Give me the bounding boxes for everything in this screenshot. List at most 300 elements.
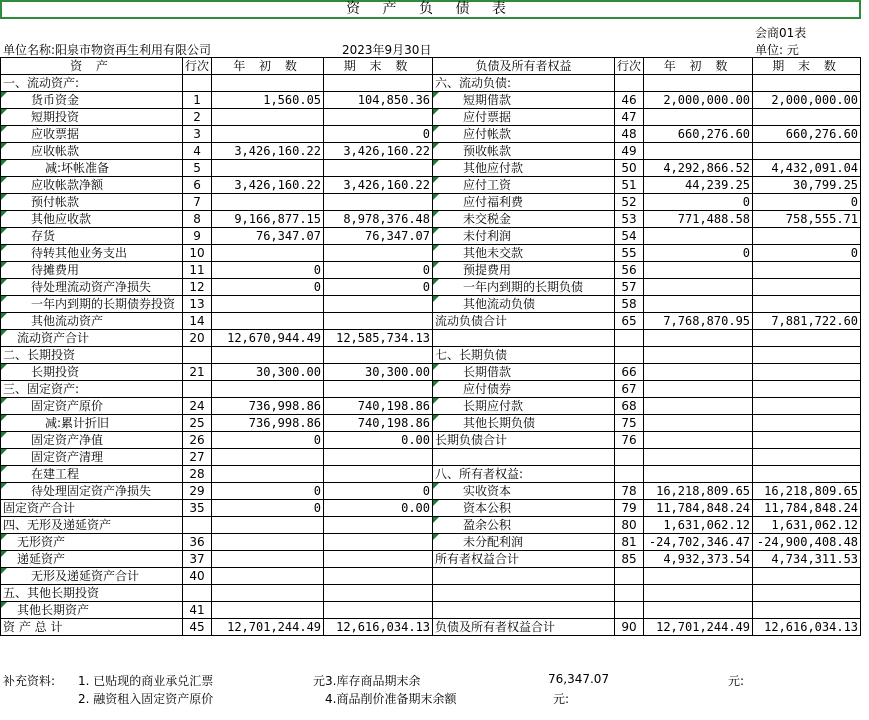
liability-line-no: 54 xyxy=(615,228,644,245)
liability-end-value xyxy=(753,415,861,432)
asset-end-value: 0 xyxy=(324,279,433,296)
asset-line-no: 40 xyxy=(183,568,212,585)
liability-begin-value: 660,276.60 xyxy=(644,126,753,143)
asset-begin-value: 3,426,160.22 xyxy=(212,177,324,194)
liability-begin-value xyxy=(644,432,753,449)
liability-begin-value xyxy=(644,75,753,92)
asset-begin-value: 736,998.86 xyxy=(212,398,324,415)
liability-name xyxy=(433,568,615,585)
asset-begin-value xyxy=(212,381,324,398)
liability-name: 其他应付款 xyxy=(433,160,615,177)
liability-begin-value xyxy=(644,228,753,245)
table-row xyxy=(1,585,861,602)
header-end: 期 末 数 xyxy=(324,58,433,75)
liability-begin-value xyxy=(644,364,753,381)
liability-begin-value xyxy=(644,330,753,347)
liability-line-no: 57 xyxy=(615,279,644,296)
liability-begin-value xyxy=(644,415,753,432)
asset-name: 三、固定资产: xyxy=(1,381,183,398)
asset-name: 其他长期资产 xyxy=(1,602,183,619)
asset-line-no: 29 xyxy=(183,483,212,500)
liability-name: 七、长期负债 xyxy=(433,347,615,364)
table-row xyxy=(1,160,861,177)
liability-name: 未付利润 xyxy=(433,228,615,245)
asset-begin-value xyxy=(212,296,324,313)
liability-begin-value xyxy=(644,262,753,279)
asset-begin-value xyxy=(212,194,324,211)
liability-begin-value: 2,000,000.00 xyxy=(644,92,753,109)
liability-line-no: 49 xyxy=(615,143,644,160)
liability-end-value xyxy=(753,296,861,313)
liability-line-no: 47 xyxy=(615,109,644,126)
liability-name: 其他流动负债 xyxy=(433,296,615,313)
asset-begin-value xyxy=(212,160,324,177)
liability-end-value: -24,900,408.48 xyxy=(753,534,861,551)
asset-begin-value xyxy=(212,313,324,330)
liability-end-value xyxy=(753,143,861,160)
liability-end-value: 660,276.60 xyxy=(753,126,861,143)
table-row xyxy=(1,602,861,619)
asset-begin-value: 0 xyxy=(212,432,324,449)
asset-line-no: 11 xyxy=(183,262,212,279)
liability-line-no xyxy=(615,347,644,364)
liability-line-no: 85 xyxy=(615,551,644,568)
asset-name: 递延资产 xyxy=(1,551,183,568)
liability-end-value: 4,432,091.04 xyxy=(753,160,861,177)
asset-name: 长期投资 xyxy=(1,364,183,381)
asset-end-value: 0.00 xyxy=(324,500,433,517)
table-row xyxy=(1,568,861,585)
table-row xyxy=(1,75,861,92)
liability-name: 流动负债合计 xyxy=(433,313,615,330)
liability-line-no: 65 xyxy=(615,313,644,330)
table-row xyxy=(1,296,861,313)
asset-end-value xyxy=(324,602,433,619)
liability-end-value xyxy=(753,330,861,347)
asset-name: 一、流动资产: xyxy=(1,75,183,92)
liability-name: 六、流动负债: xyxy=(433,75,615,92)
asset-line-no: 10 xyxy=(183,245,212,262)
asset-name: 应收票据 xyxy=(1,126,183,143)
liability-end-value xyxy=(753,364,861,381)
asset-begin-value xyxy=(212,517,324,534)
liability-line-no: 50 xyxy=(615,160,644,177)
report-date: 2023年9月30日 xyxy=(342,43,432,57)
footer-unit-1: 元 xyxy=(313,674,326,688)
asset-line-no: 2 xyxy=(183,109,212,126)
liability-name: 应付债券 xyxy=(433,381,615,398)
asset-end-value xyxy=(324,75,433,92)
table-row xyxy=(1,92,861,109)
liability-line-no xyxy=(615,602,644,619)
table-row xyxy=(1,466,861,483)
asset-line-no xyxy=(183,585,212,602)
asset-line-no: 14 xyxy=(183,313,212,330)
asset-end-value: 12,616,034.13 xyxy=(324,619,433,636)
asset-end-value: 740,198.86 xyxy=(324,398,433,415)
asset-begin-value xyxy=(212,602,324,619)
liability-name: 预提费用 xyxy=(433,262,615,279)
asset-end-value xyxy=(324,568,433,585)
liability-end-value: 0 xyxy=(753,194,861,211)
asset-name: 固定资产原价 xyxy=(1,398,183,415)
table-row xyxy=(1,432,861,449)
liability-name: 所有者权益合计 xyxy=(433,551,615,568)
liability-begin-value xyxy=(644,347,753,364)
asset-name: 待转其他业务支出 xyxy=(1,245,183,262)
liability-line-no: 48 xyxy=(615,126,644,143)
table-row xyxy=(1,228,861,245)
asset-line-no: 21 xyxy=(183,364,212,381)
liability-line-no: 66 xyxy=(615,364,644,381)
asset-line-no: 12 xyxy=(183,279,212,296)
asset-begin-value xyxy=(212,449,324,466)
header-asset: 资 产 xyxy=(1,58,183,75)
asset-end-value xyxy=(324,551,433,568)
liability-begin-value xyxy=(644,585,753,602)
asset-line-no: 9 xyxy=(183,228,212,245)
asset-name: 待处理流动资产净损失 xyxy=(1,279,183,296)
asset-line-no: 41 xyxy=(183,602,212,619)
asset-begin-value: 12,701,244.49 xyxy=(212,619,324,636)
table-row xyxy=(1,500,861,517)
asset-end-value: 104,850.36 xyxy=(324,92,433,109)
liability-name: 负债及所有者权益合计 xyxy=(433,619,615,636)
liability-name: 预收帐款 xyxy=(433,143,615,160)
liability-end-value xyxy=(753,466,861,483)
asset-name: 资 产 总 计 xyxy=(1,619,183,636)
liability-line-no: 52 xyxy=(615,194,644,211)
asset-line-no: 27 xyxy=(183,449,212,466)
asset-name: 无形及递延资产合计 xyxy=(1,568,183,585)
liability-name: 一年内到期的长期负债 xyxy=(433,279,615,296)
liability-begin-value: 4,932,373.54 xyxy=(644,551,753,568)
asset-begin-value xyxy=(212,568,324,585)
table-row xyxy=(1,211,861,228)
liability-end-value xyxy=(753,279,861,296)
asset-begin-value xyxy=(212,551,324,568)
table-row xyxy=(1,347,861,364)
liability-name: 短期借款 xyxy=(433,92,615,109)
table-row xyxy=(1,415,861,432)
liability-begin-value: 11,784,848.24 xyxy=(644,500,753,517)
asset-begin-value xyxy=(212,466,324,483)
asset-line-no xyxy=(183,517,212,534)
liability-end-value xyxy=(753,602,861,619)
asset-begin-value: 0 xyxy=(212,279,324,296)
asset-begin-value: 1,560.05 xyxy=(212,92,324,109)
footer-item-2: 2. 融资租入固定资产原价 xyxy=(78,692,214,706)
liability-line-no xyxy=(615,75,644,92)
asset-name: 固定资产清理 xyxy=(1,449,183,466)
asset-end-value xyxy=(324,160,433,177)
liability-name: 应付工资 xyxy=(433,177,615,194)
asset-end-value: 740,198.86 xyxy=(324,415,433,432)
liability-begin-value: 1,631,062.12 xyxy=(644,517,753,534)
liability-name: 应付福利费 xyxy=(433,194,615,211)
table-row xyxy=(1,177,861,194)
asset-end-value: 0.00 xyxy=(324,432,433,449)
asset-begin-value xyxy=(212,75,324,92)
liability-begin-value xyxy=(644,602,753,619)
asset-line-no: 26 xyxy=(183,432,212,449)
asset-line-no: 7 xyxy=(183,194,212,211)
liability-line-no: 58 xyxy=(615,296,644,313)
asset-line-no xyxy=(183,347,212,364)
table-header-row xyxy=(1,58,861,75)
table-row xyxy=(1,619,861,636)
asset-name: 四、无形及递延资产 xyxy=(1,517,183,534)
liability-begin-value xyxy=(644,143,753,160)
asset-end-value: 76,347.07 xyxy=(324,228,433,245)
liability-begin-value: 4,292,866.52 xyxy=(644,160,753,177)
liability-name: 长期借款 xyxy=(433,364,615,381)
footer-item-3: 3.库存商品期末余 xyxy=(325,674,421,688)
asset-end-value: 30,300.00 xyxy=(324,364,433,381)
asset-name: 短期投资 xyxy=(1,109,183,126)
asset-line-no: 13 xyxy=(183,296,212,313)
asset-begin-value: 0 xyxy=(212,483,324,500)
asset-line-no: 28 xyxy=(183,466,212,483)
liability-name xyxy=(433,585,615,602)
liability-name: 未交税金 xyxy=(433,211,615,228)
liability-begin-value xyxy=(644,398,753,415)
header-line-2: 行次 xyxy=(615,58,644,75)
liability-name: 未分配利润 xyxy=(433,534,615,551)
liability-end-value xyxy=(753,398,861,415)
asset-name: 二、长期投资 xyxy=(1,347,183,364)
liability-line-no: 78 xyxy=(615,483,644,500)
header-end-2: 期 末 数 xyxy=(753,58,861,75)
table-row xyxy=(1,143,861,160)
footer-value-3: 76,347.07 xyxy=(548,672,610,686)
liability-end-value: 2,000,000.00 xyxy=(753,92,861,109)
liability-begin-value xyxy=(644,449,753,466)
liability-end-value xyxy=(753,568,861,585)
liability-name: 八、所有者权益: xyxy=(433,466,615,483)
liability-end-value xyxy=(753,381,861,398)
asset-name: 待摊费用 xyxy=(1,262,183,279)
liability-begin-value xyxy=(644,568,753,585)
liability-end-value xyxy=(753,75,861,92)
liability-line-no: 55 xyxy=(615,245,644,262)
liability-begin-value: 0 xyxy=(644,245,753,262)
liability-line-no: 79 xyxy=(615,500,644,517)
asset-line-no: 37 xyxy=(183,551,212,568)
table-row xyxy=(1,517,861,534)
liability-name: 其他未交款 xyxy=(433,245,615,262)
liability-begin-value: -24,702,346.47 xyxy=(644,534,753,551)
liability-end-value: 30,799.25 xyxy=(753,177,861,194)
liability-line-no: 81 xyxy=(615,534,644,551)
liability-begin-value xyxy=(644,381,753,398)
liability-name: 盈余公积 xyxy=(433,517,615,534)
asset-end-value xyxy=(324,245,433,262)
table-row xyxy=(1,245,861,262)
asset-end-value xyxy=(324,449,433,466)
asset-line-no: 8 xyxy=(183,211,212,228)
liability-end-value: 0 xyxy=(753,245,861,262)
table-row xyxy=(1,109,861,126)
asset-name: 固定资产净值 xyxy=(1,432,183,449)
liability-begin-value: 44,239.25 xyxy=(644,177,753,194)
liability-line-no xyxy=(615,449,644,466)
asset-end-value xyxy=(324,466,433,483)
asset-end-value xyxy=(324,381,433,398)
liability-end-value: 4,734,311.53 xyxy=(753,551,861,568)
liability-begin-value: 0 xyxy=(644,194,753,211)
asset-begin-value: 0 xyxy=(212,500,324,517)
asset-name: 减:坏帐准备 xyxy=(1,160,183,177)
liability-end-value: 16,218,809.65 xyxy=(753,483,861,500)
table-row xyxy=(1,551,861,568)
table-row xyxy=(1,381,861,398)
asset-end-value xyxy=(324,296,433,313)
report-title: 资 产 负 债 表 xyxy=(0,0,861,19)
liability-end-value xyxy=(753,228,861,245)
asset-name: 在建工程 xyxy=(1,466,183,483)
currency-unit: 单位: 元 xyxy=(755,43,799,57)
liability-name: 长期应付款 xyxy=(433,398,615,415)
liability-line-no: 80 xyxy=(615,517,644,534)
liability-line-no: 90 xyxy=(615,619,644,636)
liability-line-no xyxy=(615,585,644,602)
asset-line-no: 5 xyxy=(183,160,212,177)
liability-line-no: 53 xyxy=(615,211,644,228)
liability-end-value xyxy=(753,109,861,126)
liability-end-value xyxy=(753,585,861,602)
asset-name: 预付帐款 xyxy=(1,194,183,211)
asset-begin-value xyxy=(212,585,324,602)
company-name: 单位名称:阳泉市物资再生利用有限公司 xyxy=(3,43,212,57)
footer-item-1: 1. 已贴现的商业承兑汇票 xyxy=(78,674,214,688)
asset-end-value: 12,585,734.13 xyxy=(324,330,433,347)
header-begin-2: 年 初 数 xyxy=(644,58,753,75)
asset-end-value xyxy=(324,517,433,534)
liability-begin-value: 771,488.58 xyxy=(644,211,753,228)
asset-name: 存货 xyxy=(1,228,183,245)
liability-begin-value xyxy=(644,296,753,313)
footer-unit-3: 元: xyxy=(728,674,745,688)
liability-begin-value xyxy=(644,109,753,126)
asset-end-value: 0 xyxy=(324,126,433,143)
asset-end-value xyxy=(324,534,433,551)
liability-begin-value: 7,768,870.95 xyxy=(644,313,753,330)
asset-name: 应收帐款 xyxy=(1,143,183,160)
liability-begin-value xyxy=(644,466,753,483)
asset-begin-value: 30,300.00 xyxy=(212,364,324,381)
asset-name: 其他流动资产 xyxy=(1,313,183,330)
asset-name: 其他应收款 xyxy=(1,211,183,228)
asset-name: 无形资产 xyxy=(1,534,183,551)
table-row xyxy=(1,279,861,296)
asset-line-no: 1 xyxy=(183,92,212,109)
liability-line-no: 76 xyxy=(615,432,644,449)
table-row xyxy=(1,194,861,211)
asset-begin-value: 0 xyxy=(212,262,324,279)
liability-line-no xyxy=(615,466,644,483)
liability-name xyxy=(433,449,615,466)
table-row xyxy=(1,126,861,143)
asset-line-no: 25 xyxy=(183,415,212,432)
sheet-id: 会商01表 xyxy=(755,26,807,40)
liability-end-value: 758,555.71 xyxy=(753,211,861,228)
asset-end-value xyxy=(324,109,433,126)
liability-end-value xyxy=(753,262,861,279)
footer-item-4: 4.商品削价准备期末余额 xyxy=(325,692,457,706)
asset-begin-value xyxy=(212,347,324,364)
asset-begin-value xyxy=(212,245,324,262)
asset-begin-value: 9,166,877.15 xyxy=(212,211,324,228)
liability-name xyxy=(433,602,615,619)
liability-end-value: 11,784,848.24 xyxy=(753,500,861,517)
asset-name: 一年内到期的长期债券投资 xyxy=(1,296,183,313)
asset-name: 待处理固定资产净损失 xyxy=(1,483,183,500)
liability-line-no: 51 xyxy=(615,177,644,194)
asset-line-no xyxy=(183,381,212,398)
asset-end-value xyxy=(324,313,433,330)
header-line: 行次 xyxy=(183,58,212,75)
asset-end-value: 8,978,376.48 xyxy=(324,211,433,228)
liability-line-no xyxy=(615,568,644,585)
footer-unit-4: 元: xyxy=(553,692,570,706)
liability-line-no: 67 xyxy=(615,381,644,398)
asset-end-value xyxy=(324,585,433,602)
asset-end-value xyxy=(324,194,433,211)
asset-end-value: 0 xyxy=(324,483,433,500)
asset-name: 流动资产合计 xyxy=(1,330,183,347)
asset-name: 减:累计折旧 xyxy=(1,415,183,432)
liability-begin-value: 12,701,244.49 xyxy=(644,619,753,636)
asset-name: 应收帐款净额 xyxy=(1,177,183,194)
liability-line-no: 56 xyxy=(615,262,644,279)
asset-name: 五、其他长期投资 xyxy=(1,585,183,602)
asset-name: 货币资金 xyxy=(1,92,183,109)
liability-name xyxy=(433,330,615,347)
asset-line-no: 3 xyxy=(183,126,212,143)
liability-end-value: 7,881,722.60 xyxy=(753,313,861,330)
liability-line-no: 75 xyxy=(615,415,644,432)
asset-begin-value xyxy=(212,534,324,551)
liability-line-no xyxy=(615,330,644,347)
asset-end-value: 3,426,160.22 xyxy=(324,177,433,194)
asset-line-no: 6 xyxy=(183,177,212,194)
asset-name: 固定资产合计 xyxy=(1,500,183,517)
asset-begin-value: 76,347.07 xyxy=(212,228,324,245)
asset-line-no: 35 xyxy=(183,500,212,517)
liability-end-value xyxy=(753,449,861,466)
asset-end-value xyxy=(324,347,433,364)
table-row xyxy=(1,398,861,415)
liability-line-no: 68 xyxy=(615,398,644,415)
footer-label: 补充资料: xyxy=(3,674,56,688)
liability-line-no: 46 xyxy=(615,92,644,109)
table-row xyxy=(1,534,861,551)
table-row xyxy=(1,313,861,330)
liability-name: 长期负债合计 xyxy=(433,432,615,449)
asset-begin-value: 736,998.86 xyxy=(212,415,324,432)
asset-line-no: 45 xyxy=(183,619,212,636)
table-row xyxy=(1,330,861,347)
liability-end-value: 12,616,034.13 xyxy=(753,619,861,636)
asset-begin-value: 12,670,944.49 xyxy=(212,330,324,347)
asset-begin-value xyxy=(212,109,324,126)
asset-begin-value: 3,426,160.22 xyxy=(212,143,324,160)
table-row xyxy=(1,364,861,381)
asset-line-no: 20 xyxy=(183,330,212,347)
liability-begin-value: 16,218,809.65 xyxy=(644,483,753,500)
liability-name: 应付票据 xyxy=(433,109,615,126)
